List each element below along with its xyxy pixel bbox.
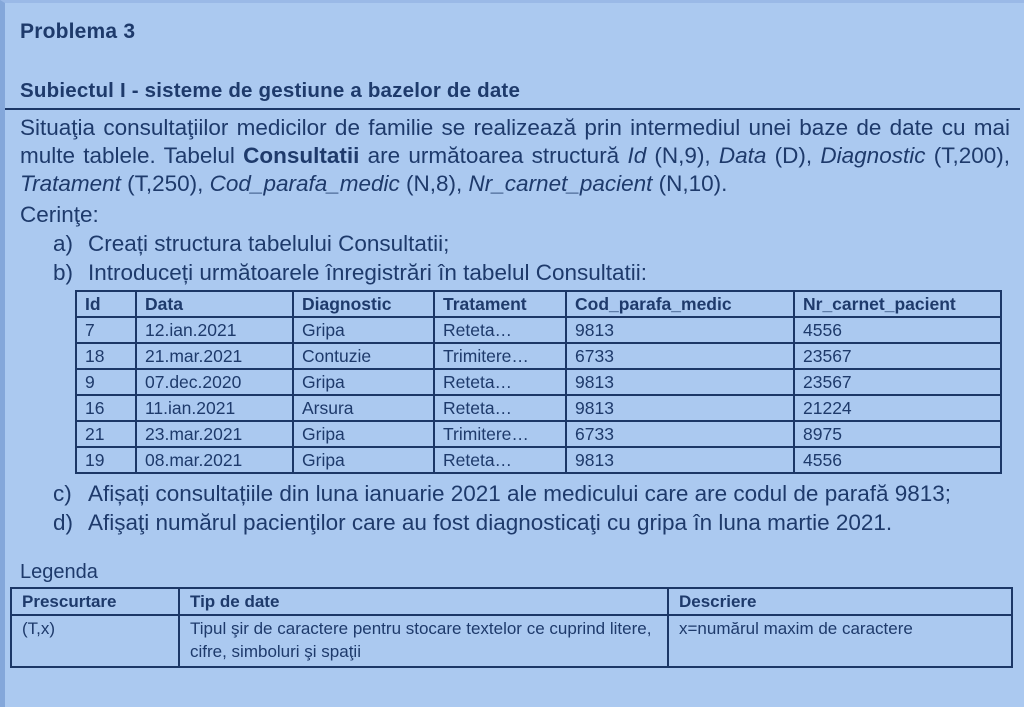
table-row — [76, 421, 1001, 447]
table-cell: 9 — [76, 369, 136, 395]
table-cell: 6733 — [566, 421, 794, 447]
col-header-tratament: Tratament — [434, 291, 566, 317]
table-cell: Trimitere… — [434, 343, 566, 369]
table-cell: Gripa — [293, 421, 434, 447]
field-tratament-type: (T,250), — [120, 171, 210, 196]
table-cell: Tipul şir de caractere pentru stocare textelor ce cuprind litere, cifre, simboluri şi spaţii — [179, 615, 668, 667]
table-cell: Contuzie — [293, 343, 434, 369]
item-marker-c: c) — [53, 481, 72, 506]
item-marker-d: d) — [53, 510, 74, 535]
table-cell: 4556 — [794, 317, 1001, 343]
col-header-cod-parafa-medic: Cod_parafa_medic — [566, 291, 794, 317]
item-text-c: Afișați consultațiile din luna ianuarie 2021 ale medicului care are codul de parafă 9813; — [88, 481, 952, 506]
field-tratament: Tratament — [20, 171, 121, 196]
table-cell: Trimitere… — [434, 421, 566, 447]
table-cell: 23567 — [794, 343, 1001, 369]
table-cell: 11.ian.2021 — [136, 395, 293, 421]
col-header-data: Data — [136, 291, 293, 317]
legend-col-prescurtare: Prescurtare — [11, 588, 179, 615]
table-row — [76, 343, 1001, 369]
item-marker-b: b) — [53, 260, 74, 285]
table-cell: 21224 — [794, 395, 1001, 421]
table-cell: 23567 — [794, 369, 1001, 395]
table-cell: 21.mar.2021 — [136, 343, 293, 369]
section-heading: Subiectul I - sisteme de gestiune a bazelor de date — [20, 79, 521, 102]
consultatii-table — [75, 290, 1002, 474]
field-id: Id — [627, 143, 647, 168]
consultatii-header-row — [76, 291, 1001, 317]
table-cell: Arsura — [293, 395, 434, 421]
heading-divider — [5, 108, 1020, 110]
col-header-id: Id — [76, 291, 136, 317]
table-cell: 6733 — [566, 343, 794, 369]
legend-table-body — [11, 615, 1012, 667]
field-data-type: (D), — [766, 143, 821, 168]
table-cell: 9813 — [566, 369, 794, 395]
table-cell: 08.mar.2021 — [136, 447, 293, 473]
field-cod-parafa-type: (N,8), — [399, 171, 469, 196]
field-nr-carnet-type: (N,10). — [652, 171, 728, 196]
table-cell: 21 — [76, 421, 136, 447]
intro-text: are următoarea structură — [359, 143, 628, 168]
table-row — [11, 615, 1012, 667]
legend-header-row — [11, 588, 1012, 615]
col-header-diagnostic: Diagnostic — [293, 291, 434, 317]
table-cell: 9813 — [566, 395, 794, 421]
table-cell: 12.ian.2021 — [136, 317, 293, 343]
legend-col-descriere: Descriere — [668, 588, 1012, 615]
field-data: Data — [718, 143, 767, 168]
table-cell: Reteta… — [434, 369, 566, 395]
table-cell: 23.mar.2021 — [136, 421, 293, 447]
field-nr-carnet: Nr_carnet_pacient — [468, 171, 653, 196]
table-cell: (T,x) — [11, 615, 179, 667]
requirement-d — [15, 508, 1010, 537]
problem-title: Problema 3 — [20, 20, 136, 43]
table-cell: Reteta… — [434, 447, 566, 473]
item-text-b: Introduceți următoarele înregistrări în tabelul Consultatii: — [88, 260, 648, 285]
table-cell: 16 — [76, 395, 136, 421]
intro-paragraph — [20, 114, 1010, 198]
legend-title: Legenda — [20, 561, 98, 583]
consultatii-table-body — [76, 317, 1001, 473]
table-cell: 07.dec.2020 — [136, 369, 293, 395]
table-row — [76, 447, 1001, 473]
table-cell: 9813 — [566, 447, 794, 473]
field-id-type: (N,9), — [646, 143, 719, 168]
table-cell: 7 — [76, 317, 136, 343]
table-cell: 8975 — [794, 421, 1001, 447]
table-cell: x=numărul maxim de caractere — [668, 615, 1012, 667]
legend-table — [10, 587, 1013, 668]
item-text-a: Creați structura tabelului Consultatii; — [88, 231, 450, 256]
table-cell: 9813 — [566, 317, 794, 343]
intro-text: Situaţia consultaţiilor medicilor de familie se realizează prin intermediul unei baze de date cu mai multe tablele. Tabelul — [20, 115, 1010, 168]
requirements-label: Cerinţe: — [20, 202, 99, 227]
table-cell: 19 — [76, 447, 136, 473]
field-cod-parafa: Cod_parafa_medic — [209, 171, 400, 196]
requirement-a — [15, 229, 1010, 258]
table-cell: Gripa — [293, 369, 434, 395]
legend-col-tip-de-date: Tip de date — [179, 588, 668, 615]
table-cell: Reteta… — [434, 317, 566, 343]
requirement-b — [15, 258, 1010, 287]
table-cell: Gripa — [293, 447, 434, 473]
table-cell: 4556 — [794, 447, 1001, 473]
table-row — [76, 369, 1001, 395]
table-cell: Reteta… — [434, 395, 566, 421]
requirement-c — [15, 479, 1010, 508]
field-diagnostic: Diagnostic — [820, 143, 926, 168]
col-header-nr-carnet-pacient: Nr_carnet_pacient — [794, 291, 1001, 317]
field-diagnostic-type: (T,200), — [925, 143, 1010, 168]
table-row — [76, 317, 1001, 343]
table-row — [76, 395, 1001, 421]
table-cell: 18 — [76, 343, 136, 369]
item-marker-a: a) — [53, 231, 74, 256]
table-name-bold: Consultatii — [243, 143, 360, 168]
item-text-d: Afişaţi numărul pacienţilor care au fost diagnosticaţi cu gripa în luna martie 2021. — [88, 510, 893, 535]
table-cell: Gripa — [293, 317, 434, 343]
